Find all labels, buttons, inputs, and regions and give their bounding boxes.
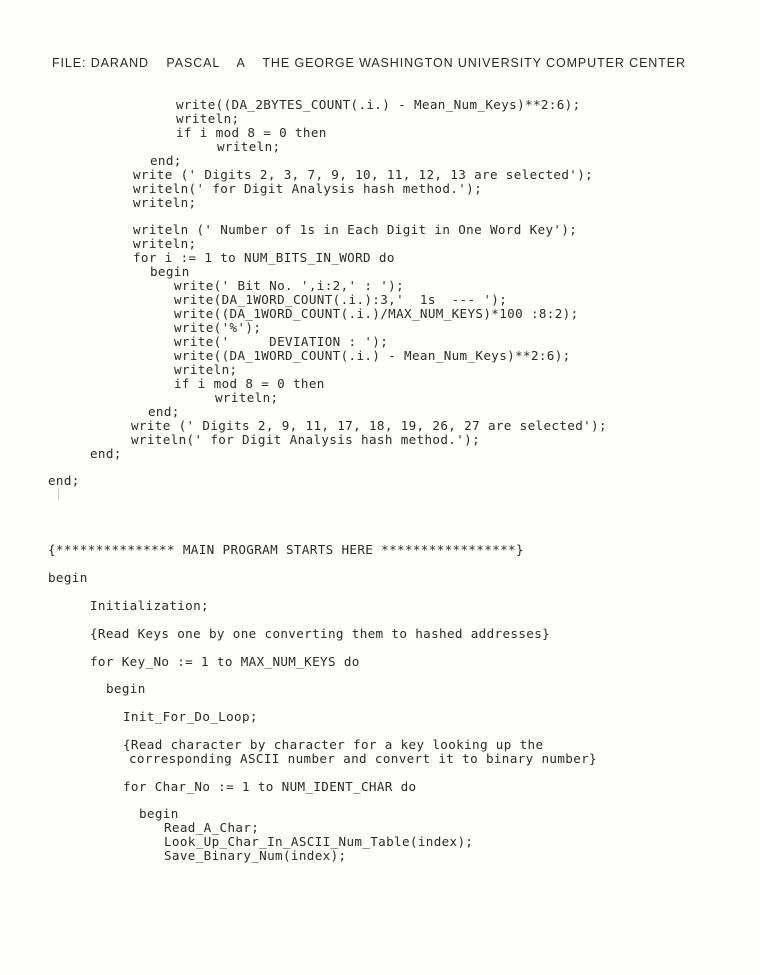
code-line: begin (150, 264, 190, 279)
code-line: writeln; (133, 236, 197, 251)
code-line: begin (48, 570, 88, 585)
file-header: FILE: DARAND PASCAL A THE GEORGE WASHINGTON UNIVERSITY COMPUTER CENTER (52, 56, 686, 70)
code-line: writeln; (215, 390, 279, 405)
code-line: corresponding ASCII number and convert it to binary number} (129, 751, 597, 766)
code-line: begin (139, 806, 179, 821)
code-line: writeln(' for Digit Analysis hash method.'); (133, 181, 483, 196)
code-line: writeln; (174, 362, 238, 377)
code-line: if i mod 8 = 0 then (174, 376, 325, 391)
code-line: Initialization; (90, 598, 209, 613)
code-line: Init_For_Do_Loop; (123, 709, 258, 724)
code-line: write((DA_1WORD_COUNT(.i.)/MAX_NUM_KEYS)*100 :8:2); (174, 306, 579, 321)
code-line: end; (150, 153, 182, 168)
code-line: end; (90, 446, 122, 461)
code-line: write(DA_1WORD_COUNT(.i.):3,' 1s --- '); (174, 292, 508, 307)
code-line: for Char_No := 1 to NUM_IDENT_CHAR do (123, 779, 417, 794)
code-line: {*************** MAIN PROGRAM STARTS HERE *****************} (48, 542, 524, 557)
code-line: end; (48, 473, 80, 488)
code-line: write((DA_1WORD_COUNT(.i.) - Mean_Num_Keys)**2:6); (174, 348, 571, 363)
code-line: write('%'); (174, 320, 262, 335)
code-line: Look_Up_Char_In_ASCII_Num_Table(index); (164, 834, 474, 849)
code-line: write(' Bit No. ',i:2,' : '); (174, 278, 405, 293)
code-line: writeln (' Number of 1s in Each Digit in One Word Key'); (133, 222, 578, 237)
code-line: writeln; (133, 195, 197, 210)
code-line: write(' DEVIATION : '); (174, 334, 389, 349)
code-line: Save_Binary_Num(index); (164, 848, 347, 863)
code-line: if i mod 8 = 0 then (176, 125, 327, 140)
code-line: write (' Digits 2, 9, 11, 17, 18, 19, 26, 27 are selected'); (131, 418, 607, 433)
scan-mark (58, 488, 59, 500)
code-line: for Key_No := 1 to MAX_NUM_KEYS do (90, 654, 360, 669)
code-line: {Read Keys one by one converting them to hashed addresses} (90, 626, 551, 641)
code-line: write (' Digits 2, 3, 7, 9, 10, 11, 12, 13 are selected'); (133, 167, 594, 182)
code-line: for i := 1 to NUM_BITS_IN_WORD do (133, 250, 395, 265)
code-line: {Read character by character for a key looking up the (123, 737, 544, 752)
code-line: writeln; (217, 139, 281, 154)
code-line: Read_A_Char; (164, 820, 260, 835)
code-line: write((DA_2BYTES_COUNT(.i.) - Mean_Num_Keys)**2:6); (176, 97, 581, 112)
code-line: writeln(' for Digit Analysis hash method.'); (131, 432, 481, 447)
code-line: begin (106, 681, 146, 696)
code-line: end; (148, 404, 180, 419)
code-line: writeln; (176, 111, 240, 126)
